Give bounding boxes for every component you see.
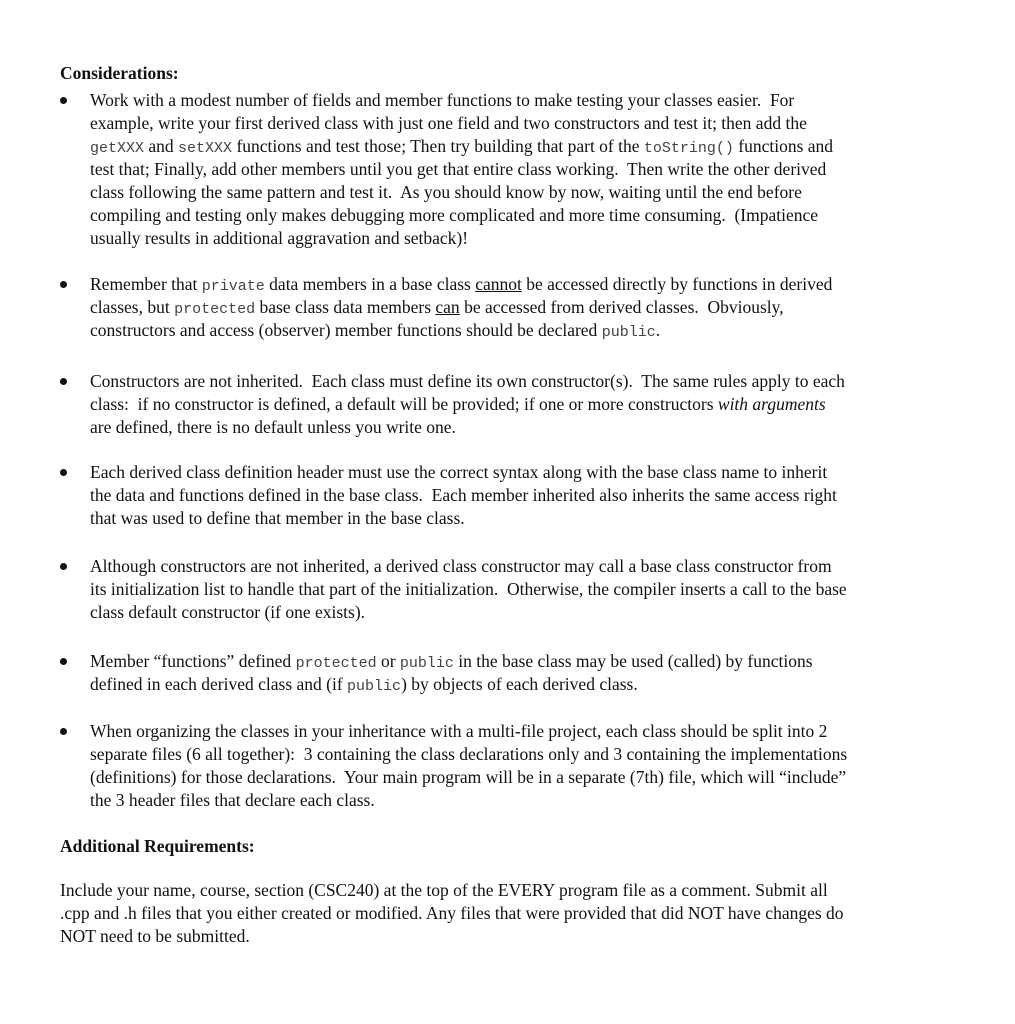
text-run: Member “functions” defined <box>90 651 296 671</box>
text-run: that was used to define that member in the base class. <box>90 508 465 528</box>
text-run: its initialization list to handle that part of the initialization. Otherwise, the compiler inserts a call to the base <box>90 579 847 599</box>
italic-run: with arguments <box>717 394 826 414</box>
code-run: protected <box>174 301 256 318</box>
bullet-line <box>90 555 847 578</box>
text-run: separate files (6 all together): 3 containing the class declarations only and 3 containing the implementations <box>90 744 848 764</box>
text-run: Constructors are not inherited. Each class must define its own constructor(s). The same rules apply to each <box>90 371 845 391</box>
considerations-heading: Considerations: <box>60 63 179 83</box>
text-run: ) by objects of each derived class. <box>401 674 638 694</box>
bullet-line <box>90 89 833 112</box>
code-run: public <box>601 324 656 341</box>
text-run: and <box>144 136 179 156</box>
bullet-line <box>90 743 847 766</box>
text-run: base class data members <box>255 297 436 317</box>
bullet-line <box>90 273 832 296</box>
code-run: protected <box>295 655 377 672</box>
paragraph-line: Include your name, course, section (CSC240) at the top of the EVERY program file as a comment. Submit all <box>60 880 828 900</box>
text-run: class following the same pattern and test it. As you should know by now, waiting until the end before <box>90 182 802 202</box>
bullet-line <box>90 461 837 484</box>
text-run: defined in each derived class and (if <box>90 674 348 694</box>
code-run: toString() <box>643 140 734 157</box>
bullet-line <box>90 135 833 158</box>
paragraph-line: .cpp and .h files that you either created or modified. Any files that were provided that did NOT have changes do <box>60 903 844 923</box>
bullet-line <box>90 319 832 342</box>
bullet-line <box>90 720 847 743</box>
bullet-line <box>90 393 845 416</box>
bullet-line <box>90 601 847 624</box>
bullet-dot-icon <box>60 97 67 104</box>
text-run: compiling and testing only makes debugging more complicated and more time consuming. (Impatience <box>90 205 819 225</box>
text-run: be accessed directly by functions in derived <box>521 274 833 294</box>
text-run: data members in a base class <box>264 274 476 294</box>
text-run: or <box>376 651 400 671</box>
bullet-text <box>90 461 837 530</box>
additional-requirements-paragraph <box>60 879 844 948</box>
bullet-line <box>90 204 833 227</box>
bullet-line <box>90 296 832 319</box>
bullet-line <box>90 181 833 204</box>
bullet-line <box>90 370 845 393</box>
bullet-dot-icon <box>60 281 67 288</box>
bullet-line <box>90 578 847 601</box>
underlined-run: cannot <box>475 274 522 294</box>
bullet-line <box>90 484 837 507</box>
code-run: public <box>347 678 402 695</box>
bullet-line <box>90 158 833 181</box>
text-run: When organizing the classes in your inheritance with a multi-file project, each class should be split into 2 <box>90 721 828 741</box>
text-run: Although constructors are not inherited, a derived class constructor may call a base class constructor from <box>90 556 832 576</box>
text-run: be accessed from derived classes. Obviously, <box>459 297 784 317</box>
text-run: the 3 header files that declare each class. <box>90 790 375 810</box>
bullet-text <box>90 273 832 342</box>
underlined-run: can <box>435 297 460 317</box>
additional-requirements-heading: Additional Requirements: <box>60 836 255 856</box>
text-run: functions and <box>733 136 834 156</box>
paragraph-line: NOT need to be submitted. <box>60 926 250 946</box>
text-run: constructors and access (observer) member functions should be declared <box>90 320 602 340</box>
code-run: public <box>399 655 454 672</box>
text-run: test that; Finally, add other members until you get that entire class working. Then write the other derived <box>90 159 827 179</box>
text-run: are defined, there is no default unless you write one. <box>90 417 456 437</box>
bullet-dot-icon <box>60 658 67 665</box>
bullet-text <box>90 720 847 812</box>
text-run: class: if no constructor is defined, a default will be provided; if one or more constructors <box>90 394 718 414</box>
text-run: class default constructor (if one exists). <box>90 602 366 622</box>
text-run: Work with a modest number of fields and member functions to make testing your classes easier. For <box>90 90 795 110</box>
text-run: Remember that <box>90 274 202 294</box>
text-run: . <box>655 320 661 340</box>
text-run: in the base class may be used (called) by functions <box>453 651 813 671</box>
text-run: the data and functions defined in the base class. Each member inherited also inherits the same access right <box>90 485 837 505</box>
code-run: private <box>201 278 265 295</box>
bullet-dot-icon <box>60 469 67 476</box>
code-run: getXXX <box>90 140 145 157</box>
bullet-line <box>90 416 845 439</box>
bullet-dot-icon <box>60 378 67 385</box>
bullet-text <box>90 370 845 439</box>
text-run: Each derived class definition header must use the correct syntax along with the base class name to inherit <box>90 462 828 482</box>
bullet-line <box>90 227 833 250</box>
bullet-line <box>90 789 847 812</box>
bullet-dot-icon <box>60 563 67 570</box>
bullet-text <box>90 555 847 624</box>
text-run: (definitions) for those declarations. Your main program will be in a separate (7th) file, which will “include” <box>90 767 847 787</box>
text-run: example, write your first derived class with just one field and two constructors and test it; then add the <box>90 113 807 133</box>
text-run: classes, but <box>90 297 175 317</box>
bullet-line <box>90 650 813 673</box>
text-run: functions and test those; Then try building that part of the <box>232 136 644 156</box>
bullet-line <box>90 766 847 789</box>
code-run: setXXX <box>178 140 233 157</box>
bullet-text <box>90 650 813 696</box>
bullet-line <box>90 507 837 530</box>
bullet-line <box>90 673 813 696</box>
text-run: usually results in additional aggravation and setback)! <box>90 228 469 248</box>
bullet-line <box>90 112 833 135</box>
bullet-dot-icon <box>60 728 67 735</box>
bullet-text <box>90 89 833 250</box>
